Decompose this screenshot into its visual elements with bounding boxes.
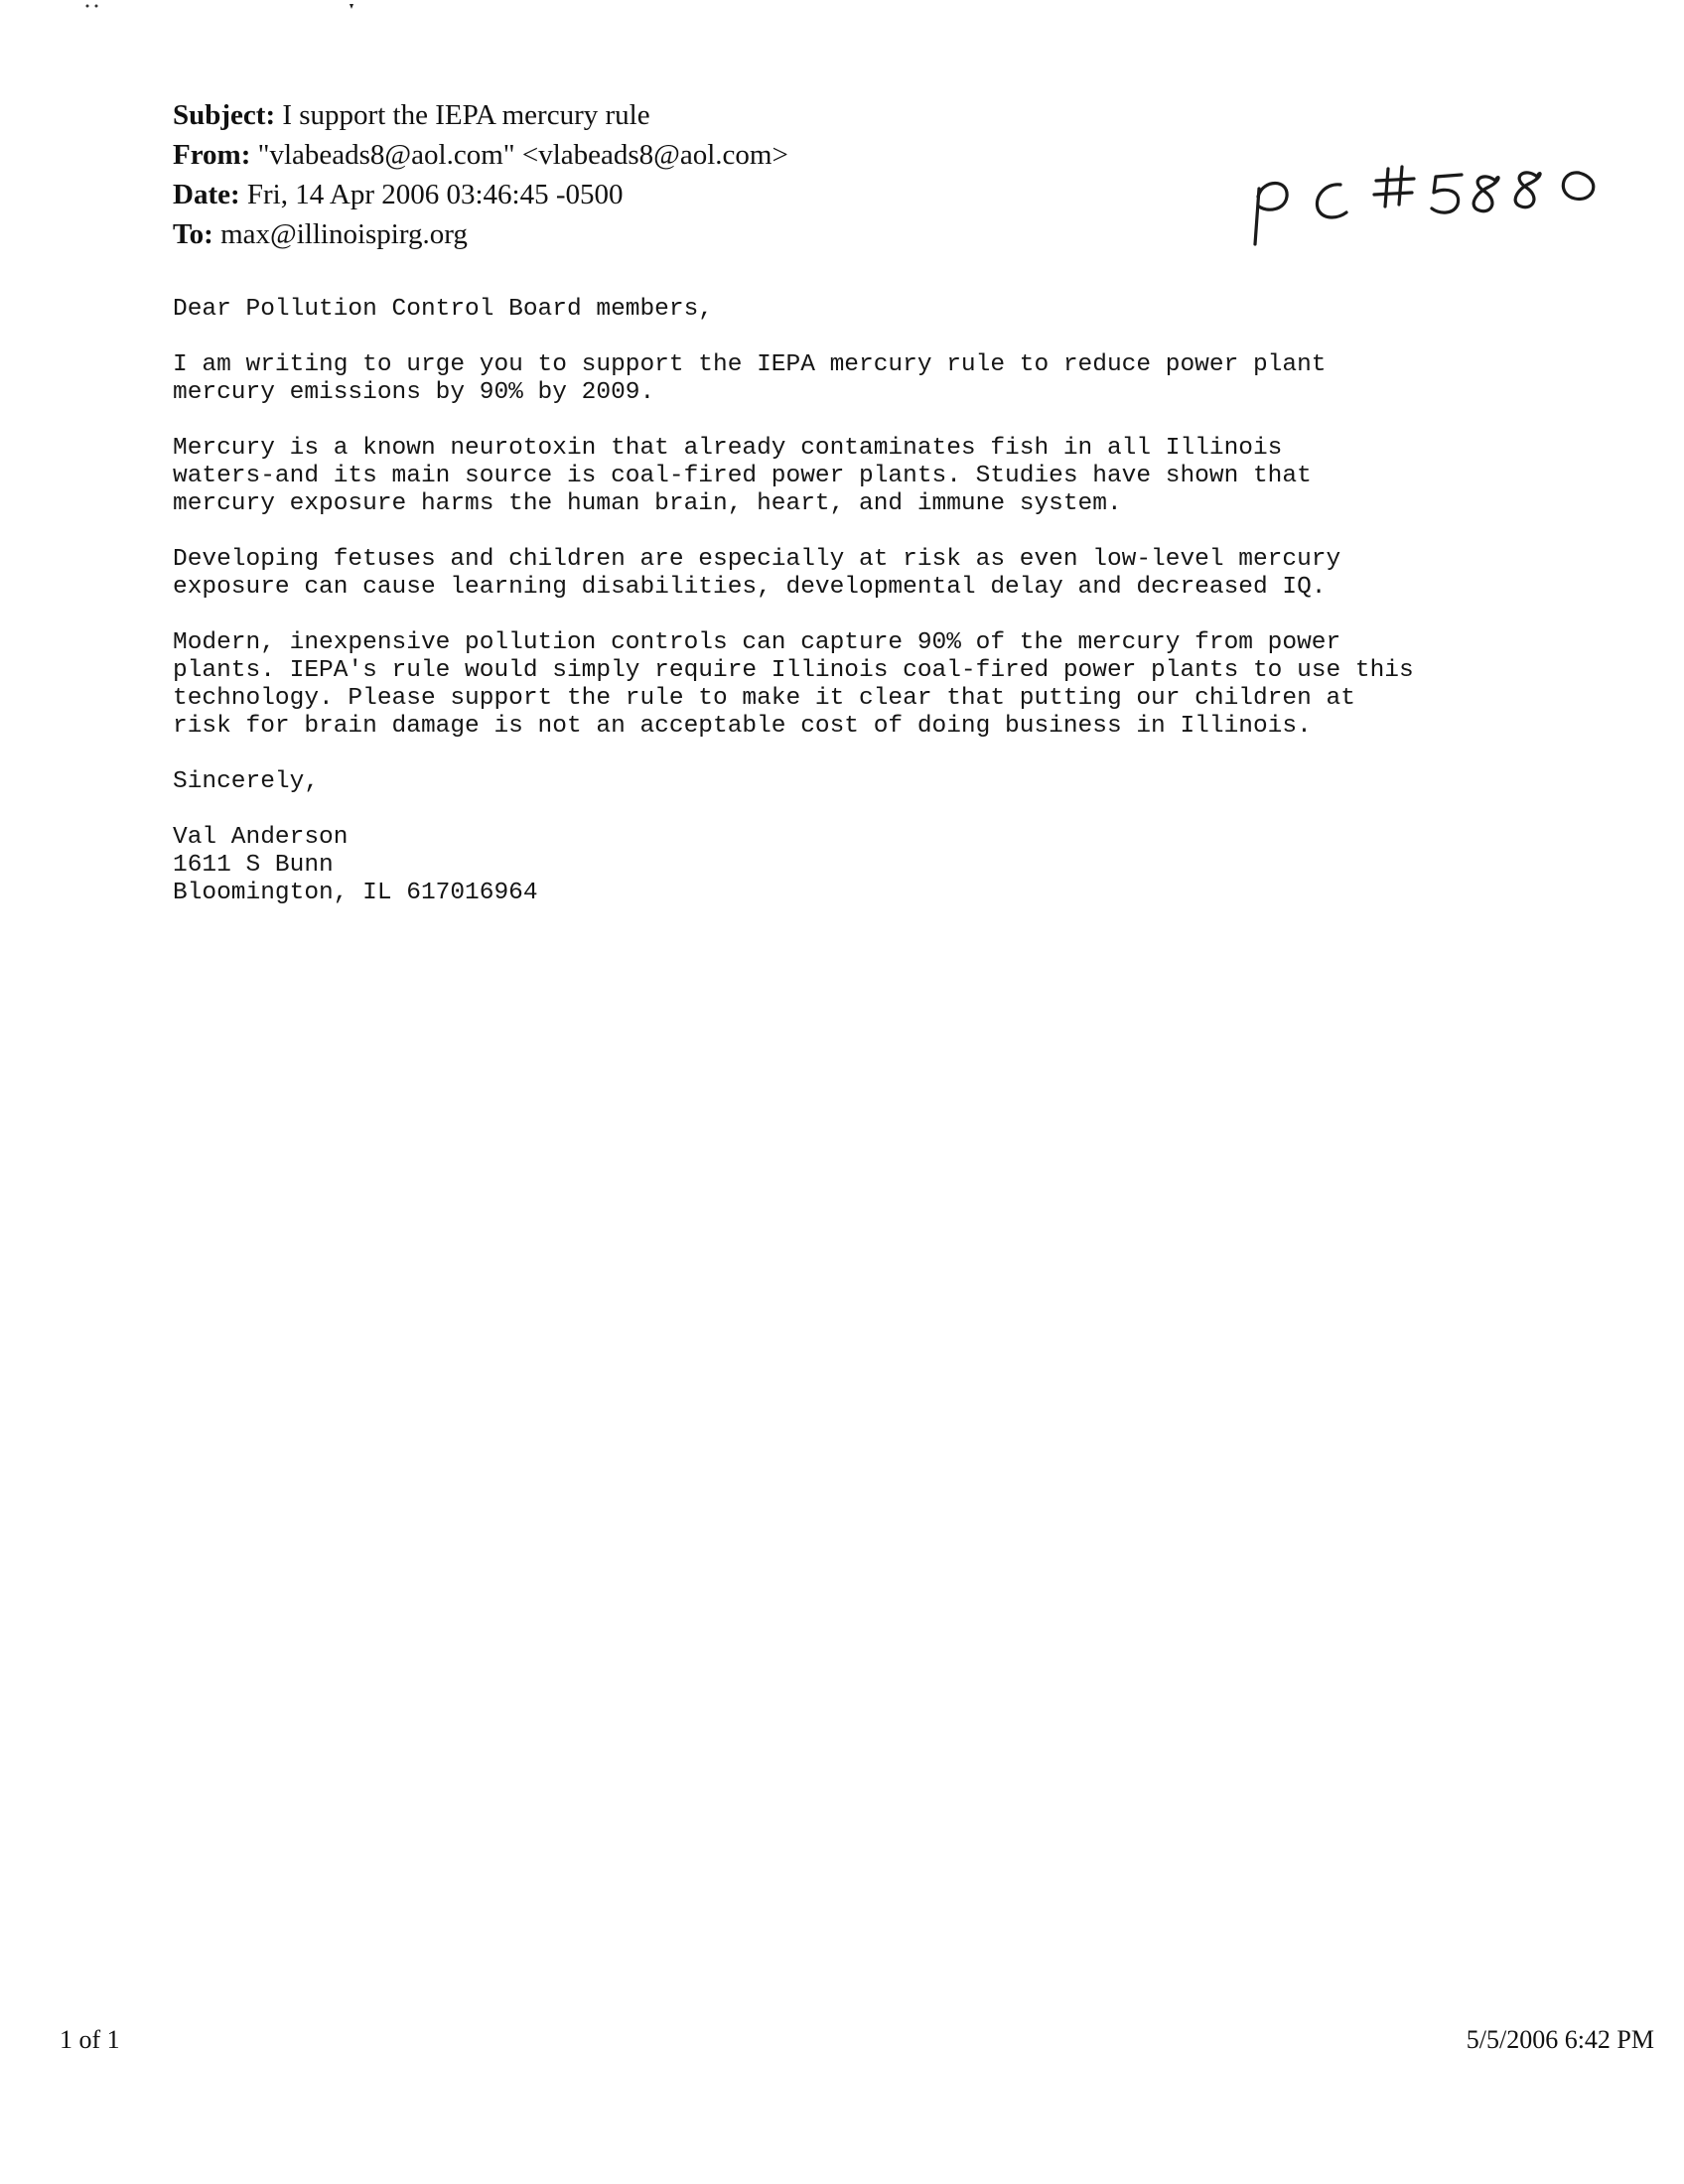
- printed-timestamp: 5/5/2006 6:42 PM: [1466, 2025, 1654, 2054]
- date-label: Date:: [173, 179, 240, 210]
- signature-address-line1: 1611 S Bunn: [173, 852, 334, 879]
- email-body: [173, 296, 1642, 907]
- scan-artifact-marks: [0, 0, 397, 20]
- body-paragraph: Developing fetuses and children are especially at risk as even low-level mercury exposure can cause learning disabilities, developmental delay and decreased IQ.: [173, 546, 1341, 601]
- body-paragraph: Modern, inexpensive pollution controls can capture 90% of the mercury from power plants. IEPA's rule would simply require Illinois coal-fired power plants to use this technology. Please support the rule to make it clear that putting our children at risk for brain damage is not an acceptable cost of doing business in Illinois.: [173, 629, 1414, 740]
- subject-line: [173, 95, 788, 135]
- date-value: Fri, 14 Apr 2006 03:46:45 -0500: [246, 179, 624, 210]
- from-line: [173, 135, 788, 175]
- handwritten-annotation: [1241, 149, 1618, 258]
- salutation: Dear Pollution Control Board members,: [173, 296, 713, 323]
- to-label: To:: [173, 218, 213, 250]
- to-line: [173, 214, 788, 254]
- to-value: max@illinoispirg.org: [220, 218, 468, 250]
- signature-block: [173, 824, 1642, 907]
- body-paragraph: Mercury is a known neurotoxin that already contaminates fish in all Illinois waters-and its main source is coal-fired power plants. Studies have shown that mercury exposure harms the human brain, heart, and immune system.: [173, 435, 1312, 517]
- signature-address-line2: Bloomington, IL 617016964: [173, 880, 538, 906]
- closing: Sincerely,: [173, 768, 320, 795]
- signature-name: Val Anderson: [173, 824, 349, 851]
- email-headers: [173, 95, 788, 254]
- from-value: "vlabeads8@aol.com" <vlabeads8@aol.com>: [257, 139, 788, 171]
- subject-label: Subject:: [173, 99, 276, 131]
- date-line: [173, 175, 788, 214]
- page-indicator: 1 of 1: [60, 2025, 120, 2054]
- from-label: From:: [173, 139, 251, 171]
- subject-value: I support the IEPA mercury rule: [282, 99, 650, 131]
- body-paragraph: I am writing to urge you to support the IEPA mercury rule to reduce power plant mercury emissions by 90% by 2009.: [173, 351, 1327, 406]
